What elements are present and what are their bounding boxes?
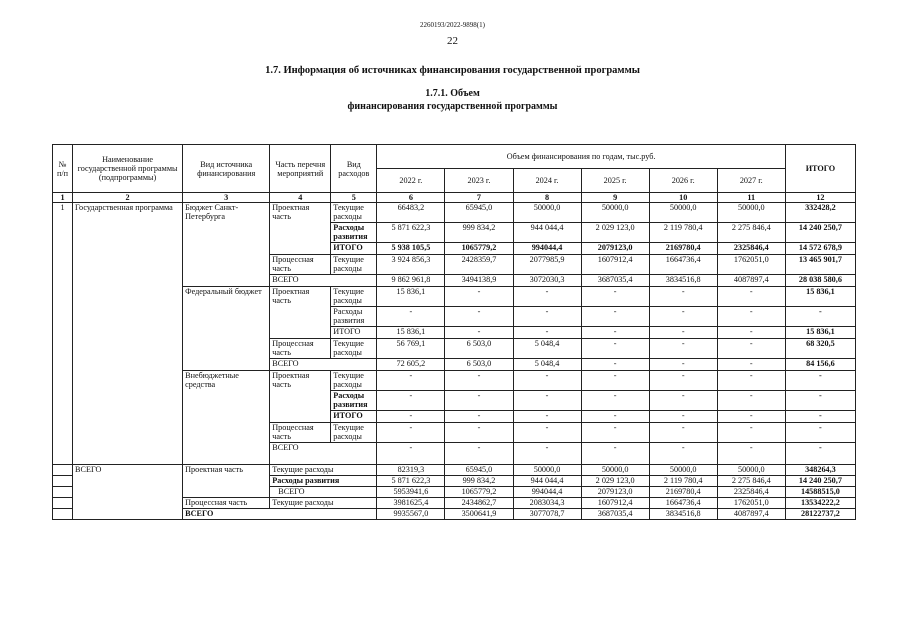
- column-numbers-row: [53, 193, 856, 203]
- value-cell: -: [377, 411, 445, 423]
- header-year: 2024 г.: [513, 169, 581, 193]
- part-project: Проектная часть: [270, 287, 331, 339]
- value-cell: -: [649, 307, 717, 327]
- vsego-block-label: ВСЕГО: [73, 465, 183, 520]
- part-process: Процессная часть: [270, 339, 331, 359]
- value-cell: -: [445, 327, 513, 339]
- value-cell: 3077078,7: [513, 509, 581, 520]
- value-cell: -: [581, 443, 649, 465]
- value-cell: 5 048,4: [513, 359, 581, 371]
- total-cell: -: [785, 423, 855, 443]
- value-cell: 50000,0: [513, 203, 581, 223]
- value-cell: 5 938 105,5: [377, 243, 445, 255]
- value-cell: -: [581, 391, 649, 411]
- value-cell: -: [717, 327, 785, 339]
- value-cell: 65945,0: [445, 203, 513, 223]
- value-cell: 5 871 622,3: [377, 476, 445, 487]
- value-cell: -: [581, 423, 649, 443]
- value-cell: -: [717, 423, 785, 443]
- value-cell: -: [445, 423, 513, 443]
- header-year: 2022 г.: [377, 169, 445, 193]
- header-year: 2026 г.: [649, 169, 717, 193]
- expense-type: Текущие расходы: [331, 203, 377, 223]
- part-project: Проектная часть: [270, 203, 331, 255]
- value-cell: -: [581, 307, 649, 327]
- value-cell: 2 119 780,4: [649, 476, 717, 487]
- source-spb-budget: Бюджет Санкт-Петербурга: [183, 203, 270, 287]
- value-cell: -: [717, 339, 785, 359]
- header-expense-type: Вид расходов: [331, 145, 377, 193]
- expense-type: Расходы развития: [270, 476, 377, 487]
- header-part: Часть перечня мероприятий: [270, 145, 331, 193]
- value-cell: -: [445, 307, 513, 327]
- value-cell: -: [717, 411, 785, 423]
- value-cell: 1065779,2: [445, 487, 513, 498]
- value-cell: 2 119 780,4: [649, 223, 717, 243]
- expense-type: Текущие расходы: [331, 371, 377, 391]
- value-cell: 2169780,4: [649, 487, 717, 498]
- value-cell: 50000,0: [649, 203, 717, 223]
- value-cell: 3072030,3: [513, 275, 581, 287]
- value-cell: 944 044,4: [513, 476, 581, 487]
- row-number: 1: [53, 203, 73, 465]
- value-cell: -: [513, 327, 581, 339]
- value-cell: -: [717, 443, 785, 465]
- value-cell: -: [649, 327, 717, 339]
- total-cell: 14 240 250,7: [785, 223, 855, 243]
- total-cell: -: [785, 443, 855, 465]
- header-total: ИТОГО: [785, 145, 855, 193]
- value-cell: -: [717, 307, 785, 327]
- header-row: [53, 145, 856, 169]
- value-cell: -: [513, 391, 581, 411]
- col-number: 4: [270, 193, 331, 203]
- value-cell: -: [717, 287, 785, 307]
- value-cell: -: [377, 423, 445, 443]
- value-cell: -: [513, 307, 581, 327]
- value-cell: -: [513, 287, 581, 307]
- section-title: 1.7. Информация об источниках финансирования государственной программы: [265, 65, 640, 76]
- total-cell: 84 156,6: [785, 359, 855, 371]
- total-cell: 14588515,0: [785, 487, 855, 498]
- value-cell: -: [513, 423, 581, 443]
- header-source: Вид источника финансирования: [183, 145, 270, 193]
- value-cell: 2169780,4: [649, 243, 717, 255]
- value-cell: -: [377, 371, 445, 391]
- value-cell: -: [445, 371, 513, 391]
- itogo-label: ИТОГО: [331, 327, 377, 339]
- row-number: [53, 509, 73, 520]
- expense-type: Текущие расходы: [331, 255, 377, 275]
- value-cell: 1762051,0: [717, 498, 785, 509]
- table-row: [53, 465, 856, 476]
- col-number: 11: [717, 193, 785, 203]
- value-cell: -: [445, 391, 513, 411]
- total-cell: 15 836,1: [785, 327, 855, 339]
- vsego-label: ВСЕГО: [183, 509, 377, 520]
- value-cell: 50000,0: [581, 203, 649, 223]
- value-cell: 9935567,0: [377, 509, 445, 520]
- value-cell: 50000,0: [581, 465, 649, 476]
- value-cell: -: [649, 359, 717, 371]
- vsego-label: ВСЕГО: [270, 275, 377, 287]
- value-cell: -: [649, 423, 717, 443]
- part-process: Процессная часть: [183, 498, 270, 509]
- value-cell: -: [445, 443, 513, 465]
- value-cell: -: [717, 359, 785, 371]
- value-cell: -: [513, 411, 581, 423]
- row-number: [53, 498, 73, 509]
- value-cell: 944 044,4: [513, 223, 581, 243]
- value-cell: 2434862,7: [445, 498, 513, 509]
- value-cell: 65945,0: [445, 465, 513, 476]
- value-cell: 56 769,1: [377, 339, 445, 359]
- value-cell: 2079123,0: [581, 487, 649, 498]
- value-cell: 994044,4: [513, 243, 581, 255]
- value-cell: -: [717, 391, 785, 411]
- value-cell: 4087897,4: [717, 509, 785, 520]
- value-cell: -: [377, 307, 445, 327]
- value-cell: 72 605,2: [377, 359, 445, 371]
- value-cell: 3981625,4: [377, 498, 445, 509]
- value-cell: 50000,0: [649, 465, 717, 476]
- value-cell: -: [445, 287, 513, 307]
- value-cell: 6 503,0: [445, 359, 513, 371]
- financing-table: [52, 144, 856, 520]
- row-number: [53, 476, 73, 487]
- value-cell: -: [649, 287, 717, 307]
- header-num: № п/п: [53, 145, 73, 193]
- col-number: 12: [785, 193, 855, 203]
- value-cell: 6 503,0: [445, 339, 513, 359]
- value-cell: -: [649, 371, 717, 391]
- value-cell: 50000,0: [717, 465, 785, 476]
- value-cell: -: [649, 391, 717, 411]
- value-cell: 4087897,4: [717, 275, 785, 287]
- expense-type: Текущие расходы: [270, 498, 377, 509]
- header-year: 2023 г.: [445, 169, 513, 193]
- value-cell: 3834516,8: [649, 275, 717, 287]
- value-cell: 9 862 961,8: [377, 275, 445, 287]
- value-cell: -: [581, 327, 649, 339]
- value-cell: -: [581, 359, 649, 371]
- expense-type: Расходы развития: [331, 307, 377, 327]
- program-name: Государственная программа: [73, 203, 183, 465]
- col-number: 1: [53, 193, 73, 203]
- expense-type: Текущие расходы: [270, 465, 377, 476]
- value-cell: -: [445, 411, 513, 423]
- col-number: 8: [513, 193, 581, 203]
- value-cell: 15 836,1: [377, 327, 445, 339]
- value-cell: -: [513, 443, 581, 465]
- value-cell: 5 871 622,3: [377, 223, 445, 243]
- vsego-label: ВСЕГО: [270, 443, 377, 465]
- value-cell: 2083034,3: [513, 498, 581, 509]
- value-cell: -: [649, 443, 717, 465]
- subsection-subtitle: финансирования государственной программы: [347, 101, 558, 112]
- value-cell: 999 834,2: [445, 223, 513, 243]
- value-cell: 994044,4: [513, 487, 581, 498]
- expense-type: Текущие расходы: [331, 339, 377, 359]
- value-cell: 1607912,4: [581, 255, 649, 275]
- expense-type: Текущие расходы: [331, 287, 377, 307]
- value-cell: -: [581, 287, 649, 307]
- total-cell: 13534222,2: [785, 498, 855, 509]
- value-cell: 999 834,2: [445, 476, 513, 487]
- total-cell: 348264,3: [785, 465, 855, 476]
- itogo-label: ИТОГО: [331, 411, 377, 423]
- value-cell: 2325846,4: [717, 243, 785, 255]
- total-cell: -: [785, 307, 855, 327]
- value-cell: 3494138,9: [445, 275, 513, 287]
- header-year: 2025 г.: [581, 169, 649, 193]
- total-cell: 13 465 901,7: [785, 255, 855, 275]
- value-cell: 1065779,2: [445, 243, 513, 255]
- value-cell: 3687035,4: [581, 509, 649, 520]
- col-number: 9: [581, 193, 649, 203]
- subsection-title: 1.7.1. Объем: [425, 88, 480, 99]
- total-cell: -: [785, 411, 855, 423]
- part-process: Процессная часть: [270, 255, 331, 275]
- value-cell: 50000,0: [717, 203, 785, 223]
- total-cell: 28 038 580,6: [785, 275, 855, 287]
- vsego-label: ВСЕГО: [270, 359, 377, 371]
- table-row: [53, 203, 856, 223]
- value-cell: -: [377, 443, 445, 465]
- value-cell: 50000,0: [513, 465, 581, 476]
- col-number: 7: [445, 193, 513, 203]
- expense-type: Текущие расходы: [331, 423, 377, 443]
- value-cell: -: [649, 411, 717, 423]
- header-name: Наименование государственной программы (подпрограммы): [73, 145, 183, 193]
- value-cell: -: [377, 391, 445, 411]
- row-number: [53, 465, 73, 476]
- value-cell: 2 029 123,0: [581, 223, 649, 243]
- value-cell: 1762051,0: [717, 255, 785, 275]
- value-cell: -: [581, 339, 649, 359]
- value-cell: 1664736,4: [649, 255, 717, 275]
- value-cell: -: [717, 371, 785, 391]
- value-cell: 5953941,6: [377, 487, 445, 498]
- value-cell: 3 924 856,3: [377, 255, 445, 275]
- value-cell: 15 836,1: [377, 287, 445, 307]
- total-cell: 15 836,1: [785, 287, 855, 307]
- expense-type: Расходы развития: [331, 391, 377, 411]
- value-cell: 2 029 123,0: [581, 476, 649, 487]
- col-number: 2: [73, 193, 183, 203]
- source-federal-budget: Федеральный бюджет: [183, 287, 270, 371]
- row-number: [53, 487, 73, 498]
- value-cell: 82319,3: [377, 465, 445, 476]
- vsego-label: ВСЕГО: [270, 487, 377, 498]
- total-cell: -: [785, 391, 855, 411]
- source-extra-budgetary: Внебюджетные средства: [183, 371, 270, 465]
- value-cell: 3834516,8: [649, 509, 717, 520]
- total-cell: 28122737,2: [785, 509, 855, 520]
- value-cell: 2 275 846,4: [717, 476, 785, 487]
- header-year: 2027 г.: [717, 169, 785, 193]
- value-cell: 1607912,4: [581, 498, 649, 509]
- total-cell: 332428,2: [785, 203, 855, 223]
- header-years-group: Объем финансирования по годам, тыс.руб.: [377, 145, 786, 169]
- value-cell: -: [649, 339, 717, 359]
- value-cell: 1664736,4: [649, 498, 717, 509]
- value-cell: 5 048,4: [513, 339, 581, 359]
- value-cell: 3687035,4: [581, 275, 649, 287]
- document-id: 2260193/2022-9898(1): [420, 21, 485, 29]
- part-project: Проектная часть: [270, 371, 331, 423]
- page-number: 22: [447, 35, 458, 47]
- part-process: Процессная часть: [270, 423, 331, 443]
- value-cell: -: [581, 371, 649, 391]
- col-number: 3: [183, 193, 270, 203]
- total-cell: 68 320,5: [785, 339, 855, 359]
- col-number: 5: [331, 193, 377, 203]
- total-cell: 14 240 250,7: [785, 476, 855, 487]
- total-cell: 14 572 678,9: [785, 243, 855, 255]
- col-number: 6: [377, 193, 445, 203]
- value-cell: -: [581, 411, 649, 423]
- value-cell: 2 275 846,4: [717, 223, 785, 243]
- value-cell: 66483,2: [377, 203, 445, 223]
- total-cell: -: [785, 371, 855, 391]
- itogo-label: ИТОГО: [331, 243, 377, 255]
- value-cell: -: [513, 371, 581, 391]
- expense-type: Расходы развития: [331, 223, 377, 243]
- value-cell: 3500641,9: [445, 509, 513, 520]
- value-cell: 2325846,4: [717, 487, 785, 498]
- value-cell: 2428359,7: [445, 255, 513, 275]
- col-number: 10: [649, 193, 717, 203]
- value-cell: 2077985,9: [513, 255, 581, 275]
- part-project: Проектная часть: [183, 465, 270, 498]
- value-cell: 2079123,0: [581, 243, 649, 255]
